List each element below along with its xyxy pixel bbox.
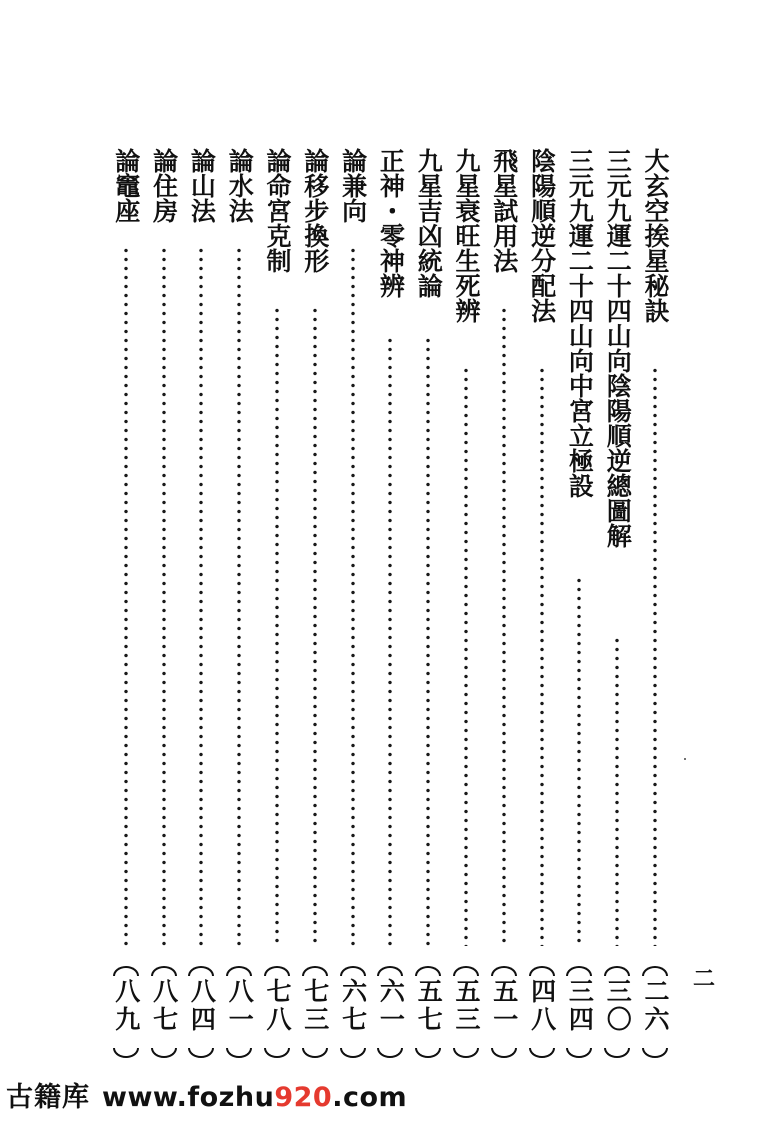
toc-entry — [527, 148, 557, 1058]
paren-close-mark — [264, 1048, 290, 1058]
toc-dot-leader — [275, 306, 279, 946]
toc-entry — [149, 148, 179, 1058]
paren-open-mark — [415, 966, 441, 976]
toc-dot-leader — [540, 366, 544, 946]
paren-open-mark — [642, 966, 668, 976]
toc-dot-leader — [351, 246, 355, 946]
toc-dot-leader — [313, 306, 317, 946]
toc-entry — [262, 148, 292, 1058]
toc-entry-page-number: 七八 — [263, 978, 292, 1034]
toc-entry — [111, 148, 141, 1058]
paren-open-mark — [264, 966, 290, 976]
toc-dot-leader — [162, 246, 166, 946]
toc-dot-leader — [426, 336, 430, 946]
toc-entry-title: 正神・零神辨 — [376, 148, 406, 298]
toc-entry-page-number: 五三 — [452, 978, 481, 1034]
toc-dot-leader — [199, 246, 203, 946]
toc-entry-page — [489, 966, 519, 1058]
toc-entry — [224, 148, 254, 1058]
toc-entry-title: 論山法 — [187, 148, 217, 223]
toc-entry — [186, 148, 216, 1058]
paren-close-mark — [340, 1048, 366, 1058]
toc-entry-page-number: 七三 — [300, 978, 330, 1034]
toc-entry-title: 陰陽順逆分配法 — [527, 148, 557, 323]
toc-entry-title: 九星吉凶統論 — [414, 148, 444, 298]
watermark-brand — [6, 1081, 407, 1115]
paren-open-mark — [113, 966, 139, 976]
paren-close-mark — [302, 1048, 328, 1058]
toc-entry-title: 三元九運二十四山向陰陽順逆總圖解 — [603, 148, 633, 548]
toc-entry-page — [564, 966, 594, 1058]
paren-open-mark — [604, 966, 630, 976]
toc-entry-title: 論水法 — [225, 148, 255, 223]
paren-open-mark — [188, 966, 214, 976]
paren-close-mark — [529, 1048, 555, 1058]
toc-entry-title: 飛星試用法 — [489, 148, 519, 273]
toc-entry-page — [451, 966, 481, 1058]
paren-close-mark — [453, 1048, 479, 1058]
watermark-url-prefix: www.fozhu — [102, 1082, 275, 1113]
toc-entry-title: 三元九運二十四山向中宮立極設 — [565, 148, 595, 498]
table-of-contents — [100, 148, 670, 1058]
toc-entry-title: 論竈座 — [111, 148, 141, 223]
toc-dot-leader — [502, 306, 506, 946]
toc-entry-page — [149, 966, 179, 1058]
paren-open-mark — [226, 966, 252, 976]
toc-entry-title: 論住房 — [149, 148, 179, 223]
paren-close-mark — [604, 1048, 630, 1058]
paren-close-mark — [415, 1048, 441, 1058]
paren-close-mark — [226, 1048, 252, 1058]
toc-entry-title: 論移步換形 — [300, 148, 330, 273]
watermark-footer — [0, 1077, 765, 1122]
toc-entry-page-number: 八四 — [187, 978, 217, 1034]
paren-open-mark — [340, 966, 366, 976]
toc-entry — [602, 148, 632, 1058]
toc-entry-page-number: 八七 — [149, 978, 179, 1034]
watermark-url-number: 920 — [274, 1082, 333, 1113]
paren-open-mark — [529, 966, 555, 976]
toc-dot-leader — [464, 366, 468, 946]
toc-entry-page-number: 二六 — [641, 978, 670, 1034]
watermark-brand-name: 古籍库 — [6, 1082, 90, 1113]
toc-entry — [300, 148, 330, 1058]
toc-entry — [564, 148, 594, 1058]
toc-entry-page-number: 八一 — [225, 978, 255, 1034]
paren-open-mark — [566, 966, 592, 976]
toc-dot-leader — [615, 636, 619, 946]
toc-entry-title: 論命宮克制 — [263, 148, 292, 273]
toc-entry-page-number: 六七 — [338, 978, 368, 1034]
toc-dot-leader — [577, 576, 581, 946]
paren-open-mark — [491, 966, 517, 976]
paren-close-mark — [188, 1048, 214, 1058]
toc-entry — [375, 148, 405, 1058]
toc-entry-page-number: 五七 — [414, 978, 444, 1034]
toc-entry-page — [111, 966, 141, 1058]
toc-dot-leader — [237, 246, 241, 946]
toc-entry-page — [300, 966, 330, 1058]
toc-entry-page-number: 八九 — [111, 978, 141, 1034]
toc-entry — [338, 148, 368, 1058]
toc-entry-title: 論兼向 — [338, 148, 368, 223]
watermark-url — [102, 1082, 407, 1113]
watermark-url-suffix: .com — [332, 1082, 408, 1113]
toc-entry — [640, 148, 670, 1058]
toc-entry — [451, 148, 481, 1058]
toc-entry-page — [375, 966, 405, 1058]
toc-entry — [413, 148, 443, 1058]
toc-entry-page — [640, 966, 670, 1058]
toc-entry-title: 九星衰旺生死辨 — [452, 148, 481, 323]
paren-open-mark — [302, 966, 328, 976]
toc-entry-title: 大玄空挨星秘訣 — [641, 148, 670, 323]
toc-entry-page — [413, 966, 443, 1058]
toc-dot-leader — [653, 366, 657, 946]
paren-close-mark — [113, 1048, 139, 1058]
paren-open-mark — [377, 966, 403, 976]
toc-entry — [489, 148, 519, 1058]
toc-entry-page — [262, 966, 292, 1058]
toc-entry-page-number: 四八 — [527, 978, 557, 1034]
toc-entry-page — [224, 966, 254, 1058]
toc-entry-page-number: 三四 — [565, 978, 595, 1034]
speck — [684, 758, 686, 760]
toc-entry-page — [527, 966, 557, 1058]
paren-close-mark — [491, 1048, 517, 1058]
page-folio: 二 — [693, 966, 716, 992]
toc-entry-page-number: 五一 — [489, 978, 519, 1034]
paren-open-mark — [151, 966, 177, 976]
toc-entry-page — [186, 966, 216, 1058]
toc-entry-page — [338, 966, 368, 1058]
paren-open-mark — [453, 966, 479, 976]
paren-close-mark — [151, 1048, 177, 1058]
toc-dot-leader — [124, 246, 128, 946]
paren-close-mark — [642, 1048, 668, 1058]
paren-close-mark — [377, 1048, 403, 1058]
toc-dot-leader — [388, 336, 392, 946]
toc-entry-page-number: 三〇 — [603, 978, 633, 1034]
toc-entry-page — [602, 966, 632, 1058]
paren-close-mark — [566, 1048, 592, 1058]
toc-entry-page-number: 六一 — [376, 978, 406, 1034]
